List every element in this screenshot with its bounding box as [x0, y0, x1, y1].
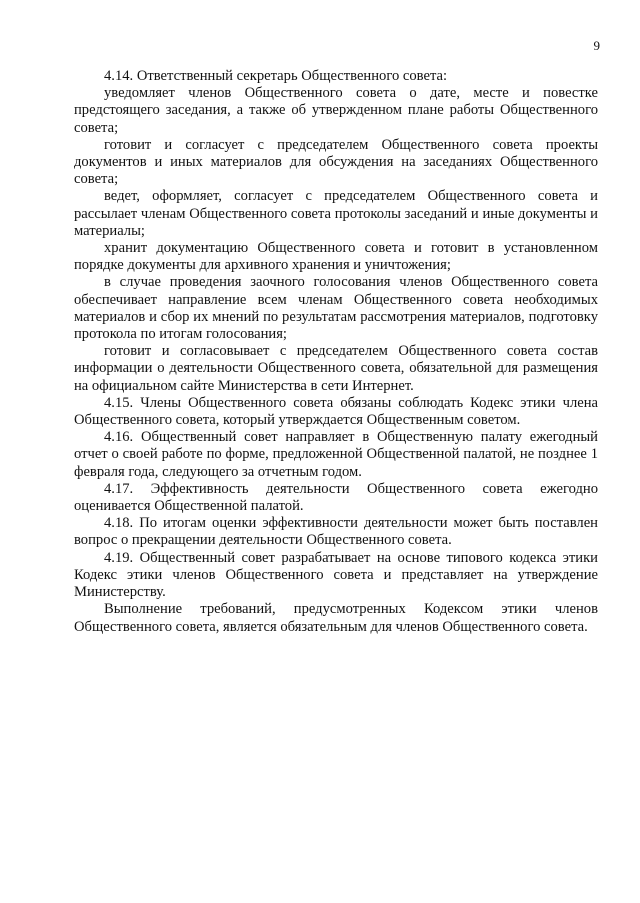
- document-body: [74, 68, 598, 636]
- paragraph-4-14-heading: 4.14. Ответственный секретарь Общественного совета:: [104, 68, 448, 84]
- page-number: 9: [593, 38, 600, 53]
- paragraph-minutes: ведет, оформляет, согласует с председателем Общественного совета и рассылает членам Общественного совета протоколы заседаний и иные документы и материалы;: [74, 188, 598, 239]
- paragraph-4-18: 4.18. По итогам оценки эффективности деятельности может быть поставлен вопрос о прекращении деятельности Общественного совета.: [74, 515, 598, 549]
- paragraph-4-16: 4.16. Общественный совет направляет в Общественную палату ежегодный отчет о своей работе по форме, предложенной Общественной палатой, не позднее 1 февраля года, следующего за отчетным годом.: [74, 429, 598, 480]
- paragraph-ethics-obligation: Выполнение требований, предусмотренных Кодексом этики членов Общественного совета, является обязательным для членов Общественного совета.: [74, 601, 598, 635]
- paragraph-4-17: 4.17. Эффективность деятельности Общественного совета ежегодно оценивается Общественной палатой.: [74, 480, 598, 515]
- paragraph-4-19: 4.19. Общественный совет разрабатывает на основе типового кодекса этики Кодекс этики членов Общественного совета и представляет на утверждение Министерству.: [74, 549, 598, 601]
- paragraph-4-15: 4.15. Члены Общественного совета обязаны соблюдать Кодекс этики члена Общественного совета, который утверждается Общественным советом.: [74, 394, 598, 429]
- paragraph-absentee-voting: в случае проведения заочного голосования членов Общественного совета обеспечивает направление всем членам Общественного совета необходимых материалов и сбор их мнений по результатам рассмотрения материалов, подготовку протокола по итогам голосования;: [74, 274, 598, 343]
- paragraph-prepare-documents: готовит и согласует с председателем Общественного совета проекты документов и иных материалов для обсуждения на заседаниях Общественного совета;: [74, 136, 598, 188]
- paragraph-archive: хранит документацию Общественного совета и готовит в установленном порядке документы для архивного хранения и уничтожения;: [74, 240, 598, 274]
- paragraph-notify-members: уведомляет членов Общественного совета о дате, месте и повестке предстоящего заседания, а также об утвержденном плане работы Общественного совета;: [74, 85, 598, 136]
- paragraph-website-info: готовит и согласовывает с председателем Общественного совета состав информации о деятельности Общественного совета, обязательной для размещения на официальном сайте Министерства в сети Интернет.: [74, 343, 598, 394]
